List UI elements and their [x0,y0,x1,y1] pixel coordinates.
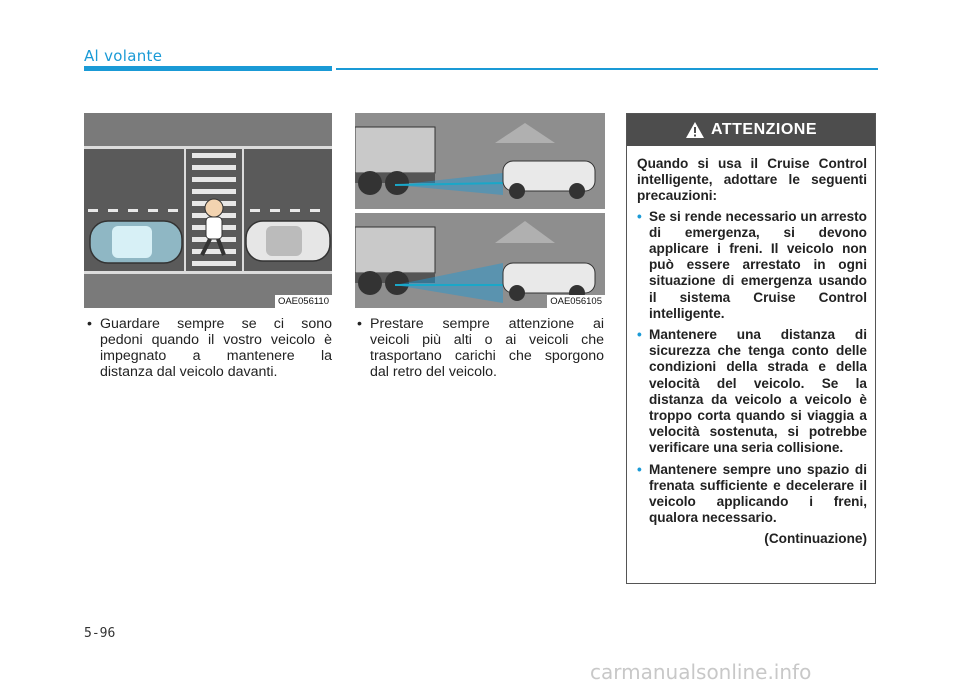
warning-item-text: Mantenere sempre uno spazio di frenata sufficiente e decelerare il veicolo applicando i freni, qualora necessario. [649,461,867,526]
text-line: dal retro del veicolo. [370,364,497,380]
page-number: 5-96 [84,626,116,641]
warning-item [637,462,867,527]
warning-intro: Quando si usa il Cruise Control intelligente, adottare le seguenti precauzioni: [637,156,867,204]
warning-item-text: Se si rende necessario un arresto di emergenza, si devono applicare i freni. Il veicolo non può essere arrestato in ogni situazione di emergenza usando il sistema Cruise Control intelligente. [649,208,867,321]
truck-illustration [355,113,605,308]
bullet-dot: • [637,461,642,477]
figure-code: OAE056110 [275,295,332,308]
warning-item [637,209,867,322]
text-line: pedoni quando il vostro veicolo è [100,332,332,348]
text-line: Prestare sempre attenzione ai [370,316,604,332]
truck-svg [355,113,605,308]
warning-header [627,114,875,146]
watermark: carmanualsonline.info [590,660,812,684]
crosswalk-illustration [84,113,332,308]
bullet-dot: • [87,316,92,332]
bullet-dot: • [637,208,642,224]
text-line: impegnato a mantenere la [100,348,332,364]
text-line: Guardare sempre se ci sono [100,316,332,332]
figure-code: OAE056105 [547,295,605,308]
warning-triangle-icon [685,121,705,139]
car-left [90,221,182,263]
section-title: Al volante [84,47,163,65]
mid-bullet-text [356,316,604,380]
crosswalk-svg [84,113,332,308]
header-rule-thin [336,68,878,70]
car-right [246,221,330,261]
bullet-dot: • [357,316,362,332]
warning-body [627,146,875,548]
warning-item-text: Mantenere una distanza di sicurezza che tenga conto delle condizioni della strada e della velocità del veicolo. Se la distanza da veicolo a veicolo è troppo corta quando si viaggia a velocità sostenuta, si potrebbe verificare una seria collisione. [649,327,867,456]
text-line: veicoli più alti o ai veicoli che [370,332,604,348]
warning-title: ATTENZIONE [710,121,818,138]
text-line: distanza dal veicolo davanti. [100,364,278,380]
text-line: trasportano carichi che sporgono [370,348,604,364]
left-bullet-text [86,316,332,380]
bullet-dot: • [637,327,642,343]
warning-item [637,327,867,457]
header-rule-thick [84,66,332,71]
warning-box [626,113,876,584]
continued-note: (Continuazione) [764,531,867,547]
